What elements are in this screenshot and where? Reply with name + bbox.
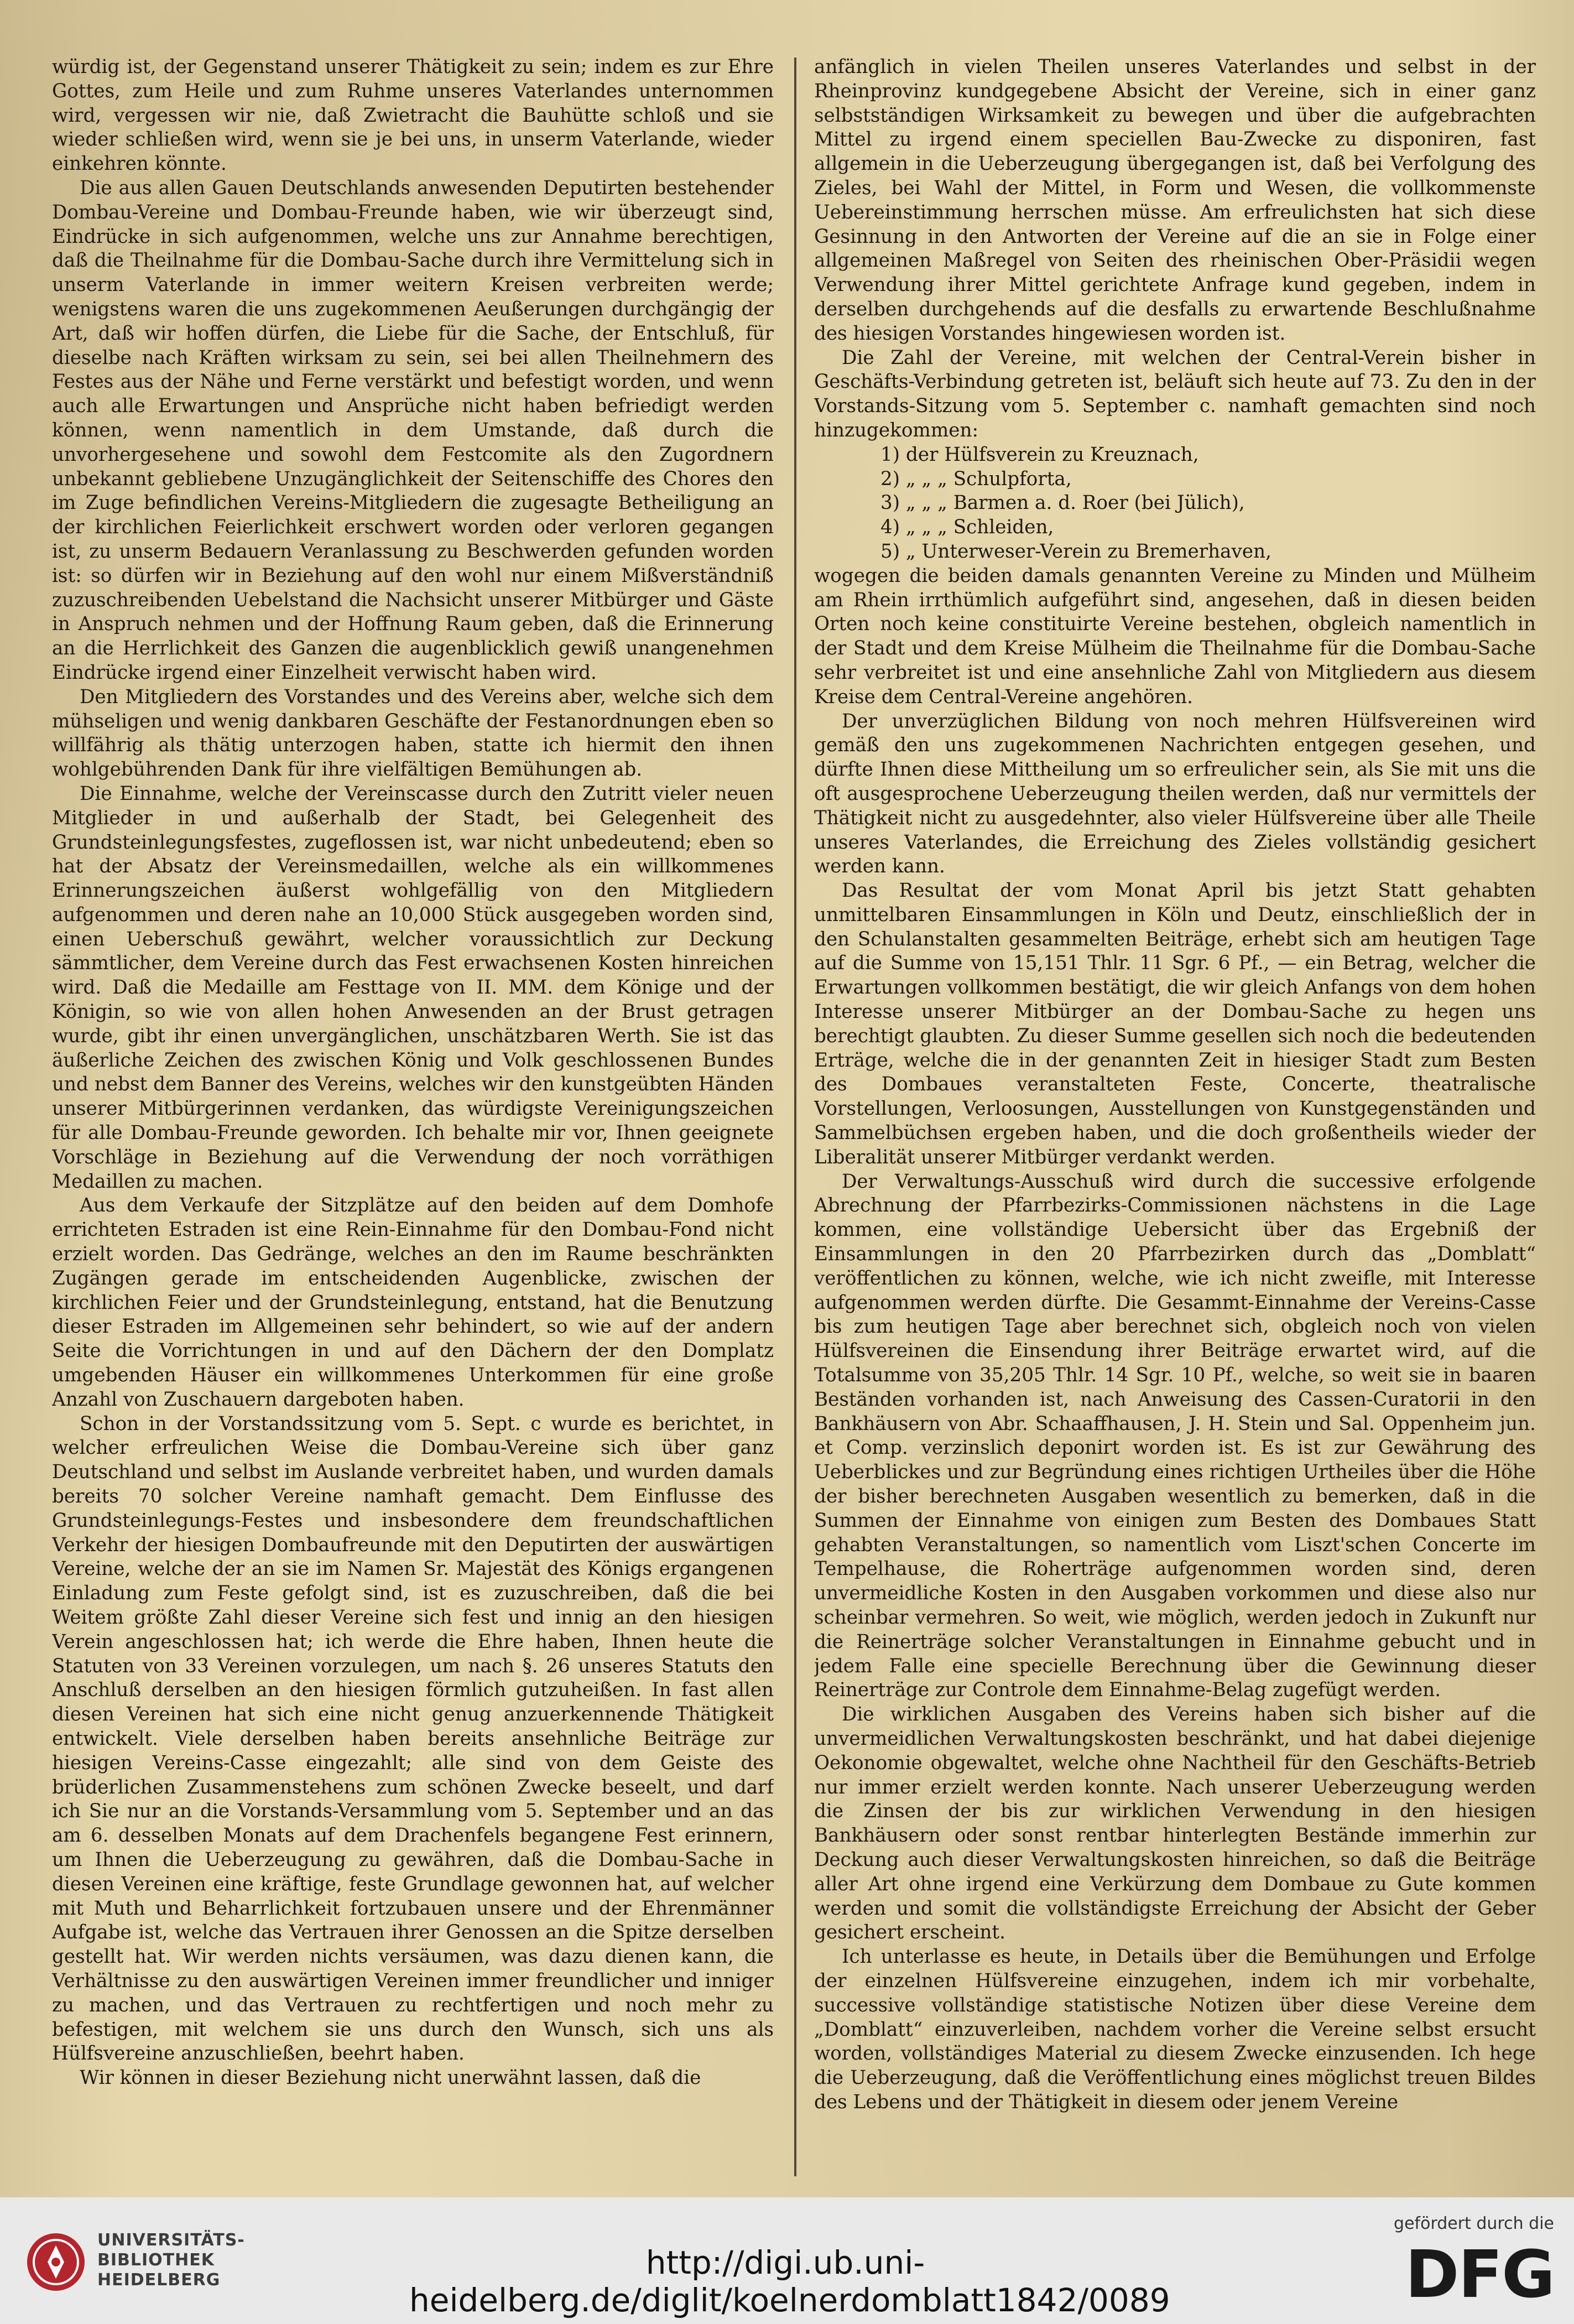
right-paragraph-2: Die Zahl der Vereine, mit welchen der Central-Verein bisher in Geschäfts-Verbindung getreten ist, beläuft sich heute auf 73. Zu den in der Vorstands-Sitzung vom 5. September c. namhaft gemachten sind noch hinzugekommen: — [814, 346, 1536, 441]
list-item: 3) „ „ „ Barmen a. d. Roer (bei Jülich), — [880, 492, 1245, 514]
left-paragraph-5: Aus dem Verkaufe der Sitzplätze auf den beiden auf dem Domhofe errichteten Estraden ist eine Rein-Einnahme für den Dombau-Fond nicht erzielt worden. Das Gedränge, welches an den im Raume beschränkten Zugängen gerade im entscheidenden Augenblicke, zwischen der kirchlichen Feier und der Grundsteinlegung, entstand, hat die Benutzung dieser Estraden im Allgemeinen sehr behindert, so wie auf der andern Seite die Vorrichtungen in und auf den Dächern der den Domplatz umgebenden Häuser ein willkommenes Unterkommen für eine große Anzahl von Zuschauern dargeboten haben. — [52, 1194, 774, 1411]
library-name-line: HEIDELBERG — [97, 2270, 221, 2290]
digitization-footer — [0, 2197, 1574, 2324]
left-paragraph-4: Die Einnahme, welche der Vereinscasse durch den Zutritt vieler neuen Mitglieder in und außerhalb der Stadt, bei Gelegenheit des Grundsteinlegungsfestes, zugeflossen ist, war nicht unbedeutend; eben so hat der Absatz der Vereinsmedaillen, welche als ein willkommenes Erinnerungszeichen äußerst wohlgefällig von den Mitgliedern aufgenommen und deren nahe an 10,000 Stück ausgegeben worden sind, einen Ueberschuß gewährt, welcher voraussichtlich zur Deckung sämmtlicher, dem Vereine durch das Fest erwachsenen Kosten hinreichen wird. Daß die Medaille am Festtage von II. MM. dem Könige und der Königin, so wie von allen hohen Anwesenden an der Brust getragen wurde, gibt ihr einen unvergänglichen, unschätzbaren Werth. Sie ist das äußerliche Zeichen des zwischen König und Volk geschlossenen Bundes und nebst dem Banner des Vereins, welches wir den kunstgeübten Händen unserer Mitbürgerinnen verdanken, das würdigste Vereinigungszeichen für alle Dombau-Freunde geworden. Ich behalte mir vor, Ihnen geeignete Vorschläge in Beziehung auf die Verwendung der noch vorräthigen Medaillen zu machen. — [52, 782, 774, 1193]
right-paragraph-5: Das Resultat der vom Monat April bis jetzt Statt gehabten unmittelbaren Einsammlungen in Köln und Deutz, einschließlich der in den Schulanstalten gesammelten Beiträge, erhebt sich am heutigen Tage auf die Summe von 15,151 Thlr. 11 Sgr. 6 Pf., — ein Betrag, welcher die Erwartungen vollkommen bestätigt, die wir gleich Anfangs von dem hohen Interesse unserer Mitbürger an der Dombau-Sache zu hegen uns berechtigt glaubten. Zu dieser Summe gesellen sich noch die bedeutenden Erträge, welche die in der genannten Zeit in hiesiger Stadt zum Besten des Dombaues veranstalteten Feste, Concerte, theatralische Vorstellungen, Verloosungen, Ausstellungen von Kunstgegenständen und Sammelbüchsen ergeben haben, und die doch großentheils wieder der Liberalität unserer Mitbürger verdankt werden. — [814, 880, 1536, 1168]
library-name — [97, 2231, 245, 2290]
list-item: 2) „ „ „ Schulpforta, — [880, 467, 1072, 490]
left-column — [52, 55, 774, 2185]
permalink-url[interactable]: http://digi.ub.uni-heidelberg.de/diglit/koelnerdomblatt1842/0089 — [409, 2244, 1170, 2319]
right-paragraph-6: Der Verwaltungs-Ausschuß wird durch die successive erfolgende Abrechnung der Pfarrbezirks-Commissionen nächstens in die Lage kommen, eine vollständige Uebersicht über das Ergebniß der Einsammlungen in den 20 Pfarrbezirken durch das „Domblatt“ veröffentlichen zu können, welche, wie ich nicht zweifle, mit Interesse aufgenommen werden dürfte. Die Gesammt-Einnahme der Vereins-Casse bis zum heutigen Tage aber berechnet sich, obgleich noch von vielen Hülfsvereinen die Einsendung ihrer Beiträge erwartet wird, auf die Totalsumme von 35,205 Thlr. 14 Sgr. 10 Pf., welche, so weit sie in baaren Beständen vorhanden ist, nach Anweisung des Cassen-Curatorii in den Bankhäusern von Abr. Schaaffhausen, J. H. Stein und Sal. Oppenheim jun. et Comp. verzinslich deponirt worden ist. Es ist zur Gewährung des Ueberblickes und zur Begründung eines richtigen Urtheiles über die Höhe der bisher berechneten Ausgaben wesentlich zu bemerken, daß in die Summen der Einnahme von einigen zum Besten des Dombaues Statt gehabten Veranstaltungen, so namentlich vom Liszt'schen Concerte im Tempelhause, die Roherträge aufgenommen worden sind, deren unvermeidliche Kosten in den Ausgaben vorkommen und diese also nur scheinbar vermehren. So weit, wie möglich, werden jedoch in Zukunft nur die Reinerträge solcher Veranstaltungen in Einnahme gebucht und in jedem Falle eine specielle Berechnung über die Gewinnung dieser Reinerträge zur Controle dem Einnahme-Belag zugefügt werden. — [814, 1170, 1536, 1702]
column-divider — [794, 58, 796, 2176]
university-seal-icon — [25, 2232, 86, 2292]
list-item: 5) „ Unterweser-Verein zu Bremerhaven, — [880, 540, 1271, 563]
sponsor-text: gefördert durch die — [1394, 2214, 1554, 2233]
left-paragraph-3: Den Mitgliedern des Vorstandes und des Vereins aber, welche sich dem mühseligen und wenig dankbaren Geschäfte der Festanordnungen eben so willfährig als thätig unterzogen haben, statte ich hiermit den ihnen wohlgebührenden Dank für ihre vielfältigen Bemühungen ab. — [52, 685, 774, 781]
library-name-line: BIBLIOTHEK — [97, 2250, 215, 2270]
right-column — [814, 55, 1536, 2185]
right-paragraph-1: anfänglich in vielen Theilen unseres Vaterlandes und selbst in der Rheinprovinz kundgegebene Absicht der Vereine, sich in einer ganz selbstständigen Wirksamkeit zu bewegen und über die aufgebrachten Mittel zu irgend einem speciellen Bau-Zwecke zu disponiren, fast allgemein in die Ueberzeugung übergegangen ist, daß bei Verfolgung des Zieles, bei Wahl der Mittel, in Form und Wesen, die vollkommenste Uebereinstimmung herrschen müsse. Am erfreulichsten hat sich diese Gesinnung in den Antworten der Vereine auf die an sie in Folge einer allgemeinen Maßregel von Seiten des rheinischen Ober-Präsidii wegen Verwendung ihrer Mittel gerichtete Anfrage kund gegeben, indem in derselben durchgehends auf die desfalls zu erwartende Beschlußnahme des hiesigen Vorstandes hingewiesen worden ist. — [814, 56, 1536, 345]
right-paragraph-4: Der unverzüglichen Bildung von noch mehren Hülfsvereinen wird gemäß den uns zugekommenen Nachrichten entgegen gesehen, und dürfte Ihnen diese Mittheilung um so erfreulicher sein, als Sie mit uns die oft ausgesprochene Ueberzeugung theilen werden, daß nur vermittels der Thätigkeit nicht zu ausgedehnter, also vieler Hülfsvereine über alle Theile unseres Vaterlandes, die Erreichung des Zieles vollständig gesichert werden kann. — [814, 710, 1536, 878]
library-name-line: UNIVERSITÄTS- — [97, 2231, 245, 2250]
list-item: 4) „ „ „ Schleiden, — [880, 516, 1054, 539]
left-paragraph-6: Schon in der Vorstandssitzung vom 5. Sept. c wurde es berichtet, in welcher erfreulichen Weise die Dombau-Vereine sich über ganz Deutschland und selbst im Auslande verbreitet haben, und wurden damals bereits 70 solcher Vereine namhaft gemacht. Dem Einflusse des Grundsteinlegungs-Festes und insbesondere dem freundschaftlichen Verkehr der hiesigen Dombaufreunde mit den Deputirten der auswärtigen Vereine, welche der an sie im Namen Sr. Majestät des Königs ergangenen Einladung zum Feste gefolgt sind, ist es zuzuschreiben, daß die bei Weitem größte Zahl dieser Vereine sich fest und innig an den hiesigen Verein angeschlossen hat; ich werde die Ehre haben, Ihnen heute die Statuten von 33 Vereinen vorzulegen, um nach §. 26 unseres Statuts den Anschluß derselben an den hiesigen förmlich gutzuheißen. In fast allen diesen Vereinen hat sich eine nicht genug anzuerkennende Thätigkeit entwickelt. Viele derselben haben bereits ansehnliche Beiträge zur hiesigen Vereins-Casse eingezahlt; alle sind von dem Geiste des brüderlichen Zusammenstehens zum schönen Zwecke beseelt, und darf ich Sie nur an die Vorstands-Versammlung vom 5. September und an das am 6. desselben Monats auf dem Drachenfels begangene Fest erinnern, um Ihnen die Ueberzeugung zu gewähren, daß die Dombau-Sache in diesen Vereinen eine kräftige, feste Grundlage gewonnen hat, auf welcher mit Muth und Beharrlichkeit fortzubauen unsere und der Ehrenmänner Aufgabe ist, welche das Vertrauen ihrer Genossen an die Spitze derselben gestellt hat. Wir werden nichts versäumen, was dazu dienen kann, die Verhältnisse zu den auswärtigen Vereinen immer freundlicher und inniger zu machen, und das Vertrauen zu rechtfertigen und noch mehr zu befestigen, mit welchem sie uns durch den Wunsch, sich uns als Hülfsvereine anzuschließen, beehrt haben. — [52, 1412, 774, 2065]
left-paragraph-2: Die aus allen Gauen Deutschlands anwesenden Deputirten bestehender Dombau-Vereine und Dombau-Freunde haben, wie wir überzeugt sind, Eindrücke in sich aufgenommen, welche uns zur Annahme berechtigen, daß die Theilnahme für die Dombau-Sache durch ihre Vermittelung sich in unserm Vaterlande in immer weitern Kreisen verbreiten werde; wenigstens waren die uns zugekommenen Aeußerungen durchgängig der Art, daß wir hoffen dürfen, die Liebe für die Sache, der Entschluß, für dieselbe nach Kräften wirksam zu sein, sei bei allen Theilnehmern des Festes aus der Nähe und Ferne verstärkt und befestigt worden, und wenn auch alle Erwartungen und Ansprüche nicht haben befriedigt werden können, wenn namentlich in dem Umstande, daß durch die unvorhergesehene und sowohl dem Festcomite als den Zugordnern unbekannt gebliebene Unzugänglichkeit der Seitenschiffe des Chores den im Zuge befindlichen Vereins-Mitgliedern die zugesagte Betheiligung an der kirchlichen Feierlichkeit erschwert worden oder verloren gegangen ist, zu unserm Bedauern Veranlassung zu Beschwerden gefunden worden ist: so dürfen wir in Beziehung auf den wohl nur einem Mißverständniß zuzuschreibenden Uebelstand die Nachsicht unserer Mitbürger und Gäste in Anspruch nehmen und der Hoffnung Raum geben, daß die Erinnerung an die Herrlichkeit des Ganzen die augenblicklich gewiß unangenehmen Eindrücke irgend einer Einzelheit verwischt haben wird. — [52, 176, 774, 684]
right-paragraph-8: Ich unterlasse es heute, in Details über die Bemühungen und Erfolge der einzelnen Hülfsvereine einzugehen, indem ich mir vorbehalte, successive vollständige statistische Notizen über diese Vereine dem „Domblatt“ einzuverleiben, nachdem vorher die Vereine selbst ersucht worden, vollständiges Material zu diesem Zwecke einzusenden. Ich hege die Ueberzeugung, daß die Veröffentlichung eines möglichst treuen Bildes des Lebens und der Thätigkeit in diesem oder jenem Vereine — [814, 1946, 1536, 2113]
right-paragraph-7: Die wirklichen Ausgaben des Vereins haben sich bisher auf die unvermeidlichen Verwaltungskosten beschränkt, und hat dabei diejenige Oekonomie obgewaltet, welche ohne Nachtheil für den Geschäfts-Betrieb nur immer erzielt werden konnte. Nach unserer Ueberzeugung werden die Zinsen der bis zur wirklichen Verwendung in den hiesigen Bankhäusern oder sonst rentbar hinterlegten Bestände immerhin zur Deckung auch dieser Verwaltungskosten hinreichen, so daß die Beiträge aller Art ohne irgend eine Verkürzung dem Dombaue zu Gute kommen werden und somit die vollständigste Erreichung der Absicht der Geber gesichert erscheint. — [814, 1703, 1536, 1944]
right-paragraph-3: wogegen die beiden damals genannten Vereine zu Minden und Mülheim am Rhein irrthümlich aufgeführt sind, angesehen, daß in diesen beiden Orten noch keine constituirte Vereine bestehen, obgleich namentlich in der Stadt und dem Kreise Mülheim die Theilnahme für die Dombau-Sache sehr verbreitet ist und eine ansehnliche Zahl von Mitgliedern aus diesem Kreise dem Central-Vereine angehören. — [814, 564, 1536, 708]
list-item: 1) der Hülfsverein zu Kreuznach, — [880, 443, 1199, 466]
new-associations-list — [814, 443, 1536, 564]
dfg-logo: DFG — [1405, 2236, 1554, 2312]
left-paragraph-1: würdig ist, der Gegenstand unserer Thätigkeit zu sein; indem es zur Ehre Gottes, zum Heile und zum Ruhme unseres Vaterlandes unternommen wird, vergessen wir nie, daß Zwietracht die Bauhütte schloß und sie wieder schließen wird, wenn sie je bei uns, in unserm Vaterlande, wieder einkehren könnte. — [52, 56, 774, 175]
left-paragraph-7: Wir können in dieser Beziehung nicht unerwähnt lassen, daß die — [80, 2067, 701, 2089]
